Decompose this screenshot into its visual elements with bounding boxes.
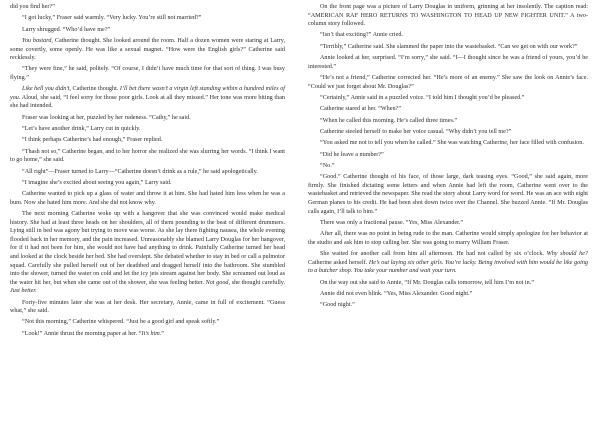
text: Catherine thought. She looked around the room. Half a dozen women were staring at Larry, some covertly, some openly. He was like a sexual magnet. “How were the English girls?” Catherine said recklessly.: [10, 38, 285, 62]
paragraph: “Let’s have another drink,” Larry cut in quickly.: [22, 126, 141, 133]
paragraph: Forty-five minutes later she was at her desk. Her secretary, Annie, came in full of excitement. “Guess what,” she said.: [10, 299, 285, 315]
italic-text: It’s him.: [141, 330, 162, 337]
paragraph: Fraser was looking at her, puzzled by her rudeness. “Cathy,” he said.: [22, 114, 191, 121]
paragraph: Larry shrugged. “Who’d have me?”: [22, 26, 111, 33]
paragraph: “Isn’t that exciting?” Annie cried.: [320, 32, 403, 39]
italic-text: Like hell you didn’t,: [22, 86, 71, 93]
italic-text: He’s out laying six other girls. You’re lucky. Being involved with him would be like going to a butcher shop. You take your number and wait your turn.: [308, 259, 588, 275]
paragraph: “Did he leave a number?”: [320, 151, 384, 158]
paragraph: “I imagine she’s excited about seeing you again,” Larry said.: [22, 180, 172, 187]
paragraph: “Good night.”: [320, 302, 355, 309]
paragraph: Annie did not even blink. “Yes, Miss Alexander. Good night.”: [320, 290, 473, 297]
right-column: [308, 3, 588, 313]
italic-text: I’ll bet there wasn’t a virgin left standing within a hundred miles of you.: [10, 86, 286, 101]
paragraph: Catherine steeled herself to make her voice casual. “Why didn’t you tell me?”: [320, 128, 512, 135]
text: ”: [161, 330, 164, 337]
paragraph: There was only a fractional pause. “Yes, Miss Alexander.”: [320, 219, 464, 226]
paragraph: Catherine wanted to pick up a glass of water and throw it at him. She had hated him less when he was a bum. Now she hated him more. And she did not know why.: [10, 191, 285, 206]
paragraph: “They were fine,” he said, politely. “Of course, I didn’t have much time for that sort of thing. I was busy flying.”: [10, 66, 285, 82]
paragraph: did you find her?”: [10, 4, 55, 10]
paragraph: “All right”—Fraser turned to Larry—“Catherine doesn’t drink as a rule,” he said apologetically.: [22, 168, 258, 175]
text: The next morning Catherine woke up with a hangover that she was convinced would make medical history. She had at least three heads on her shoulders, all of them pounding to the beat of different drummers. Lying still in bed was agony but trying to move was worse. As she lay there fighting nausea, the whole evening flooded back in her memory, and the pain increased. Unreasonably she blamed Larry Douglas for her hangover, for if it had not been for him, she would not have had anything to drink. Painfully Catherine turned her head and looked at the clock beside her bed. She had overslept. She debated whether to stay in bed or call a pulmotor squad. Carefully she pulled herself out of her deathbed and dragged herself into the bathroom. She stumbled into the shower, turned the water on cold and let the icy jets stream against her body. She screamed out loud as the water hit her, but when she came out of the shower, she was feeling better.: [10, 211, 285, 286]
text: She waited for another call from him all afternoon. He had not called by six o’clock.: [320, 251, 547, 258]
paragraph: “Certainly,” Annie said in a puzzled voice. “I told him I thought you’d be pleased.”: [320, 94, 525, 101]
paragraph: [10, 37, 285, 63]
paragraph: [308, 250, 588, 276]
paragraph: “Good.” Catherine thought of his face, of those large, dark teasing eyes. “Good,” she said again, more firmly. She finished dictating some letters and when Annie had left the room, Catherine went over to the wastebasket and retrieved the newspaper. She read the story about Larry word for word. He was an ace with eight German planes to his credit. He had been shot down twice over the Channel. She buzzed Annie. “If Mr. Douglas calls again, I’ll talk to him.”: [308, 174, 588, 215]
text: Catherine asked herself.: [308, 259, 369, 266]
paragraph: “When he called this morning. He’s called three times.”: [320, 117, 458, 124]
paragraph: Annie looked at her, surprised. “I’m sorry,” she said. “I—I thought since he was a friend of yours, you’d be interested.”: [308, 55, 588, 70]
paragraph: “No.”: [320, 162, 335, 169]
paragraph: “I think perhaps Catherine’s had enough,” Fraser replied.: [22, 137, 163, 144]
paragraph: “I got lucky,” Fraser said warmly. “Very lucky. You’re still not married?”: [22, 15, 202, 22]
paragraph: On the way out she said to Annie, “If Mr. Douglas calls tomorrow, tell him I’m not in.”: [320, 279, 534, 286]
paragraph: “Thash not so,” Catherine began, and to her horror she realized she was slurring her words. “I think I want to go home,” she said.: [10, 148, 285, 164]
paragraph: “You asked me not to tell you when he called.” She was watching Catherine, her face filled with confusion.: [320, 140, 584, 147]
text: Aloud, she said, “I feel sorry for those poor girls. Look at all they missed.” Her tone was more biting than she had intended.: [10, 94, 285, 110]
paragraph: “Not this morning,” Catherine whispered. “Just be a good girl and speak softly.”: [22, 319, 220, 326]
paragraph: [10, 85, 285, 111]
italic-text: You bastard,: [22, 38, 53, 45]
left-column: [10, 3, 285, 341]
paragraph: [10, 210, 285, 295]
paragraph: On the front page was a picture of Larry Douglas in uniform, grinning at her insolently. The caption read: “AMERICAN RAF HERO RETURNS TO WASHINGTON TO HEAD UP NEW FIGHTER UNIT.” A two-column story followed.: [308, 4, 588, 28]
text: “Look!” Annie thrust the morning paper at her. “: [22, 330, 142, 337]
text: Catherine thought.: [70, 86, 120, 93]
paragraph: Catherine stared at her. “When?”: [320, 106, 401, 113]
paragraph: “He’s not a friend,” Catherine corrected her. “He’s more of an enemy.” She saw the look on Annie’s face. “Could we just forget about Mr. Douglas?”: [308, 75, 588, 90]
text: she thought carefully.: [230, 279, 285, 286]
italic-text: Why should he?: [546, 251, 588, 258]
italic-text: Just better.: [10, 288, 37, 295]
italic-text: Not good,: [205, 279, 230, 286]
paragraph: [10, 330, 285, 339]
paragraph: After all, there was no point in being rude to the man. Catherine would simply apologize for her behavior at the studio and ask him to stop calling her. She was going to marry William Fraser.: [308, 231, 588, 246]
paragraph: “Terribly,” Catherine said. She slammed the paper into the wastebasket. “Can we get on with our work?”: [320, 43, 578, 50]
